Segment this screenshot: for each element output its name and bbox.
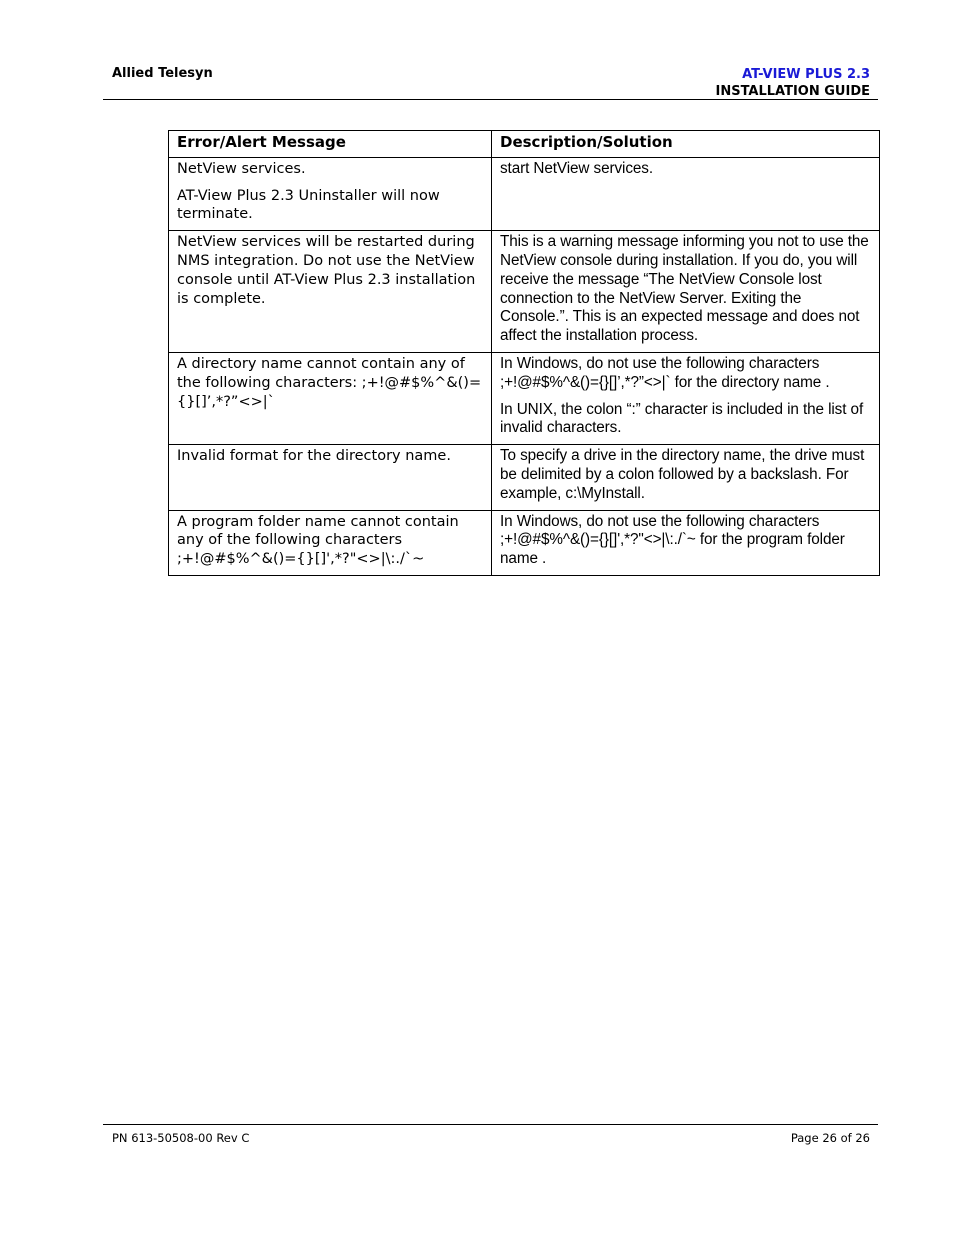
guide-title: INSTALLATION GUIDE [715, 84, 870, 99]
table-header-row [169, 131, 880, 158]
message-cell [169, 510, 492, 575]
company-name: Allied Telesyn [112, 66, 213, 81]
description-cell [492, 510, 880, 575]
part-number: PN 613-50508-00 Rev C [112, 1131, 250, 1145]
table-row [169, 352, 880, 444]
message-cell [169, 445, 492, 510]
description-cell [492, 157, 880, 230]
message-text: Invalid format for the directory name. [177, 448, 451, 465]
description-text: To specify a drive in the directory name, the drive must be delimited by a colon followed by a backslash. For example, c:\MyInstall. [500, 447, 865, 502]
description-cell [492, 231, 880, 353]
description-text: This is a warning message informing you not to use the NetView console during installation. If you do, you will receive the message “The NetView Console lost connection to the NetView Server. Exiting the Console.”. This is an expected message and does not affect the installation process. [500, 233, 869, 345]
error-message-table [168, 130, 880, 576]
description-cell [492, 352, 880, 444]
header-title-block [715, 66, 870, 100]
message-text: A program folder name cannot contain any of the following characters ;+!@#$%^&()={}[]',*?"<>|\:./`~ [177, 513, 459, 568]
page-header [103, 64, 878, 100]
description-cell [492, 445, 880, 510]
message-text: NetView services will be restarted during NMS integration. Do not use the NetView console until AT-View Plus 2.3 installation is complete. [177, 234, 476, 307]
table-row [169, 157, 880, 230]
table-row [169, 510, 880, 575]
product-title: AT-VIEW PLUS 2.3 [742, 67, 870, 82]
table-row [169, 445, 880, 510]
message-cell [169, 231, 492, 353]
description-text: In Windows, do not use the following characters ;+!@#$%^&()={}[]’,*?”<>|` for the directory name . [500, 354, 830, 391]
description-text: start NetView services. [500, 159, 653, 177]
table-row [169, 231, 880, 353]
page-number: Page 26 of 26 [790, 1131, 870, 1145]
description-text: In UNIX, the colon “:” character is included in the list of invalid characters. [500, 400, 864, 437]
message-cell [169, 157, 492, 230]
column-header-description: Description/Solution [492, 131, 880, 158]
message-text: NetView services. [177, 160, 306, 177]
column-header-message: Error/Alert Message [169, 131, 492, 158]
message-cell [169, 352, 492, 444]
page-footer [103, 1124, 878, 1145]
message-text: A directory name cannot contain any of the following characters: ;+!@#$%^&()={}[]’,*?”<>|` [177, 355, 482, 410]
description-text: In Windows, do not use the following characters ;+!@#$%^&()={}[]',*?"<>|\:./`~ for the program folder name . [500, 512, 845, 568]
message-text: AT-View Plus 2.3 Uninstaller will now terminate. [177, 187, 440, 223]
